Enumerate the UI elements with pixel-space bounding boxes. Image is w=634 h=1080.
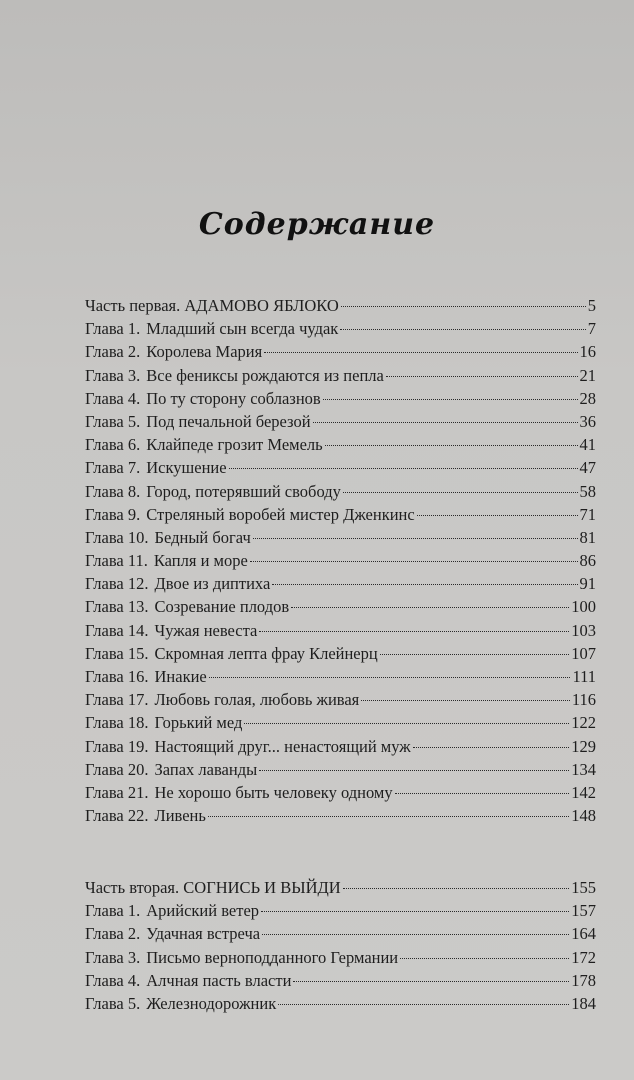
page-title: Содержание [198, 207, 436, 242]
chapter-label [85, 665, 207, 688]
chapter-label [85, 433, 323, 456]
chapter-title: Не хорошо быть человеку одному [154, 782, 393, 802]
chapter-title: Клайпеде грозит Мемель [146, 435, 323, 455]
toc-part-heading [85, 294, 596, 317]
chapter-title: Железнодорожник [146, 993, 277, 1013]
chapter-label [85, 781, 393, 804]
chapter-title: Удачная встреча [146, 924, 261, 944]
chapter-title: Арийский ветер [146, 901, 260, 921]
toc-chapter-row [85, 992, 596, 1015]
chapter-title: Скромная лепта фрау Клейнерц [154, 643, 378, 663]
chapter-number: Глава 13. [85, 597, 149, 617]
chapter-label [85, 317, 338, 340]
chapter-title: По ту сторону соблазнов [146, 388, 321, 408]
leader-dots [264, 352, 577, 353]
chapter-label [85, 410, 311, 433]
leader-dots [361, 700, 570, 701]
chapter-number: Глава 21. [85, 782, 149, 802]
leader-dots [259, 631, 569, 632]
page-number: 122 [571, 713, 596, 733]
chapter-label [85, 364, 384, 387]
leader-dots [380, 654, 570, 655]
chapter-number: Глава 5. [85, 411, 141, 431]
leader-dots [278, 1004, 569, 1005]
leader-dots [208, 816, 569, 817]
chapter-title: Под печальной березой [146, 411, 311, 431]
chapter-title: Ливень [154, 806, 206, 826]
toc-chapter-row [85, 735, 596, 758]
toc-chapter-row [85, 480, 596, 503]
page-number: 116 [571, 690, 596, 710]
page-number: 178 [571, 970, 596, 990]
chapter-number: Глава 17. [85, 690, 149, 710]
toc-chapter-row [85, 433, 596, 456]
toc-chapter-row [85, 340, 596, 363]
chapter-number: Глава 4. [85, 970, 141, 990]
chapter-label [85, 340, 262, 363]
toc-chapter-row [85, 688, 596, 711]
chapter-number: Глава 3. [85, 365, 141, 385]
toc-chapter-row [85, 456, 596, 479]
chapter-number: Глава 20. [85, 759, 149, 779]
leader-dots [209, 677, 571, 678]
chapter-label [85, 969, 291, 992]
page-number: 71 [579, 504, 596, 524]
leader-dots [229, 468, 578, 469]
chapter-label [85, 642, 378, 665]
page-number: 28 [579, 388, 596, 408]
page-number: 172 [571, 947, 596, 967]
chapter-number: Глава 6. [85, 435, 141, 455]
leader-dots [413, 747, 570, 748]
chapter-number: Глава 2. [85, 342, 141, 362]
page-number: 142 [571, 782, 596, 802]
toc-chapter-row [85, 969, 596, 992]
chapter-label [85, 804, 206, 827]
toc-chapter-row [85, 387, 596, 410]
leader-dots [250, 561, 578, 562]
page-number: 111 [572, 667, 596, 686]
page-number: 164 [571, 924, 596, 944]
toc-chapter-row [85, 899, 596, 922]
page-number: 58 [579, 481, 596, 501]
page-number: 155 [571, 878, 596, 897]
toc-chapter-row [85, 642, 596, 665]
toc-chapter-row [85, 711, 596, 734]
part-heading-label: Часть вторая. СОГНИСЬ И ВЫЙДИ [85, 878, 341, 897]
page-number: 184 [571, 993, 596, 1013]
chapter-label [85, 711, 242, 734]
chapter-number: Глава 1. [85, 319, 141, 339]
leader-dots [395, 793, 570, 794]
leader-dots [259, 770, 569, 771]
chapter-title: Двое из диптиха [154, 574, 271, 594]
leader-dots [313, 422, 578, 423]
toc-chapter-row [85, 549, 596, 572]
page-number: 7 [587, 319, 596, 339]
chapter-title: Инакие [154, 667, 207, 686]
chapter-title: Алчная пасть власти [146, 970, 292, 990]
chapter-label [85, 572, 270, 595]
toc-part-1 [85, 294, 596, 827]
leader-dots [341, 306, 586, 307]
toc-chapter-row [85, 758, 596, 781]
chapter-title: Младший сын всегда чудак [146, 319, 339, 339]
leader-dots [261, 911, 569, 912]
leader-dots [386, 376, 578, 377]
page-number: 129 [571, 736, 596, 756]
chapter-title: Настоящий друг... ненастоящий муж [154, 736, 411, 756]
chapter-label [85, 526, 251, 549]
chapter-number: Глава 18. [85, 713, 149, 733]
chapter-number: Глава 19. [85, 736, 149, 756]
leader-dots [262, 934, 569, 935]
leader-dots [253, 538, 578, 539]
chapter-number: Глава 9. [85, 504, 141, 524]
toc-chapter-row [85, 946, 596, 969]
chapter-number: Глава 15. [85, 643, 149, 663]
leader-dots [272, 584, 577, 585]
chapter-label [85, 688, 359, 711]
chapter-label [85, 899, 259, 922]
leader-dots [400, 958, 569, 959]
leader-dots [323, 399, 578, 400]
toc-chapter-row [85, 503, 596, 526]
page-number: 103 [571, 620, 596, 640]
page-number: 148 [571, 806, 596, 826]
chapter-title: Бедный богач [154, 527, 251, 547]
chapter-number: Глава 16. [85, 667, 149, 686]
chapter-number: Глава 5. [85, 993, 141, 1013]
leader-dots [293, 981, 569, 982]
chapter-label [85, 456, 227, 479]
chapter-number: Глава 2. [85, 924, 141, 944]
chapter-number: Глава 3. [85, 947, 141, 967]
chapter-number: Глава 7. [85, 458, 141, 478]
page-number: 36 [579, 411, 596, 431]
chapter-title: Город, потерявший свободу [146, 481, 341, 501]
leader-dots [325, 445, 578, 446]
toc-part-heading [85, 876, 596, 899]
leader-dots [340, 329, 585, 330]
page-number: 41 [579, 435, 596, 455]
toc-chapter-row [85, 804, 596, 827]
chapter-title: Горький мед [154, 713, 243, 733]
chapter-title: Стреляный воробей мистер Дженкинс [146, 504, 415, 524]
toc-chapter-row [85, 665, 596, 688]
chapter-title: Запах лаванды [154, 759, 258, 779]
chapter-label [85, 922, 260, 945]
chapter-label [85, 595, 289, 618]
chapter-title: Созревание плодов [154, 597, 290, 617]
chapter-number: Глава 8. [85, 481, 141, 501]
toc-chapter-row [85, 317, 596, 340]
page-number: 21 [579, 365, 596, 385]
chapter-label [85, 387, 321, 410]
page-number: 16 [579, 342, 596, 362]
page-number: 134 [571, 759, 596, 779]
chapter-title: Все фениксы рождаются из пепла [146, 365, 384, 385]
chapter-number: Глава 12. [85, 574, 149, 594]
page-number: 47 [579, 458, 596, 478]
chapter-title: Капля и море [153, 551, 248, 571]
toc-chapter-row [85, 619, 596, 642]
chapter-title: Чужая невеста [154, 620, 258, 640]
leader-dots [343, 492, 578, 493]
page-number: 81 [579, 527, 596, 547]
page-number: 5 [587, 296, 596, 315]
part-heading-label: Часть первая. АДАМОВО ЯБЛОКО [85, 296, 339, 315]
chapter-title: Королева Мария [146, 342, 263, 362]
leader-dots [417, 515, 578, 516]
toc-chapter-row [85, 410, 596, 433]
chapter-title: Искушение [146, 458, 227, 478]
chapter-label [85, 480, 341, 503]
toc-chapter-row [85, 572, 596, 595]
chapter-label [85, 503, 415, 526]
leader-dots [244, 723, 569, 724]
chapter-label [85, 758, 257, 781]
page-number: 100 [571, 597, 596, 617]
leader-dots [343, 888, 570, 889]
chapter-number: Глава 10. [85, 527, 149, 547]
toc-chapter-row [85, 922, 596, 945]
chapter-number: Глава 14. [85, 620, 149, 640]
toc-part-2 [85, 876, 596, 1015]
toc-chapter-row [85, 526, 596, 549]
chapter-number: Глава 22. [85, 806, 149, 826]
chapter-number: Глава 11. [85, 551, 148, 571]
page-number: 157 [571, 901, 596, 921]
chapter-label [85, 946, 398, 969]
chapter-label [85, 992, 276, 1015]
chapter-label [85, 549, 248, 572]
page-number: 91 [579, 574, 596, 594]
chapter-title: Любовь голая, любовь живая [154, 690, 360, 710]
toc-chapter-row [85, 781, 596, 804]
page-number: 86 [579, 551, 596, 571]
chapter-title: Письмо верноподданного Германии [146, 947, 399, 967]
toc-chapter-row [85, 364, 596, 387]
chapter-label [85, 735, 411, 758]
chapter-number: Глава 4. [85, 388, 141, 408]
chapter-label [85, 619, 257, 642]
chapter-number: Глава 1. [85, 901, 141, 921]
leader-dots [291, 607, 569, 608]
toc-chapter-row [85, 595, 596, 618]
page-number: 107 [571, 643, 596, 663]
